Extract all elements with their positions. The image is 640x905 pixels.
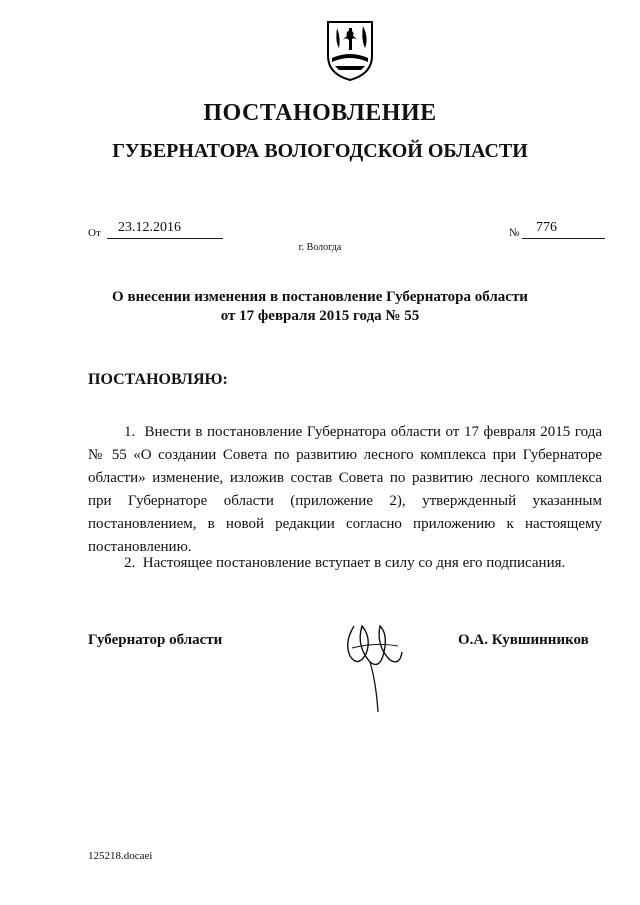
- handwritten-signature: [340, 612, 410, 718]
- date-prefix: От: [88, 227, 101, 239]
- coat-of-arms-emblem: [325, 18, 375, 82]
- document-date: 23.12.2016: [118, 220, 181, 235]
- document-code: 125218.docaei: [88, 850, 153, 862]
- number-prefix: №: [509, 227, 520, 239]
- document-subject: [0, 288, 640, 326]
- list-item-1: [88, 421, 602, 559]
- item-number: 2.: [124, 555, 136, 571]
- city-label: г. Вологда: [298, 242, 342, 253]
- item-number: 1.: [124, 424, 136, 440]
- item-text: Внести в постановление Губернатора области от 17 февраля 2015 года № 55 «О создании Совета по развитию лесного комплекса при Губернаторе области» изменение, изложив состав Совета по развитию лесного комплекса при Губернаторе области (приложение 2), утвержденный указанным постановлением, в новой редакции согласно приложению к настоящему постановлению.: [88, 424, 603, 555]
- list-item-2: [88, 552, 602, 575]
- item-text: Настоящее постановление вступает в силу со дня его подписания.: [142, 555, 566, 571]
- signatory-name: О.А. Кувшинников: [458, 632, 589, 648]
- decree-word: ПОСТАНОВЛЯЮ:: [88, 371, 228, 388]
- document-number: 776: [536, 220, 557, 235]
- subject-line-2: от 17 февраля 2015 года № 55: [220, 308, 420, 324]
- number-underline: [522, 222, 605, 239]
- subject-line-1: О внесении изменения в постановление Губернатора области: [112, 289, 528, 305]
- document-subtitle: ГУБЕРНАТОРА ВОЛОГОДСКОЙ ОБЛАСТИ: [112, 140, 528, 162]
- document-title: ПОСТАНОВЛЕНИЕ: [203, 100, 437, 126]
- signatory-position: Губернатор области: [88, 632, 223, 648]
